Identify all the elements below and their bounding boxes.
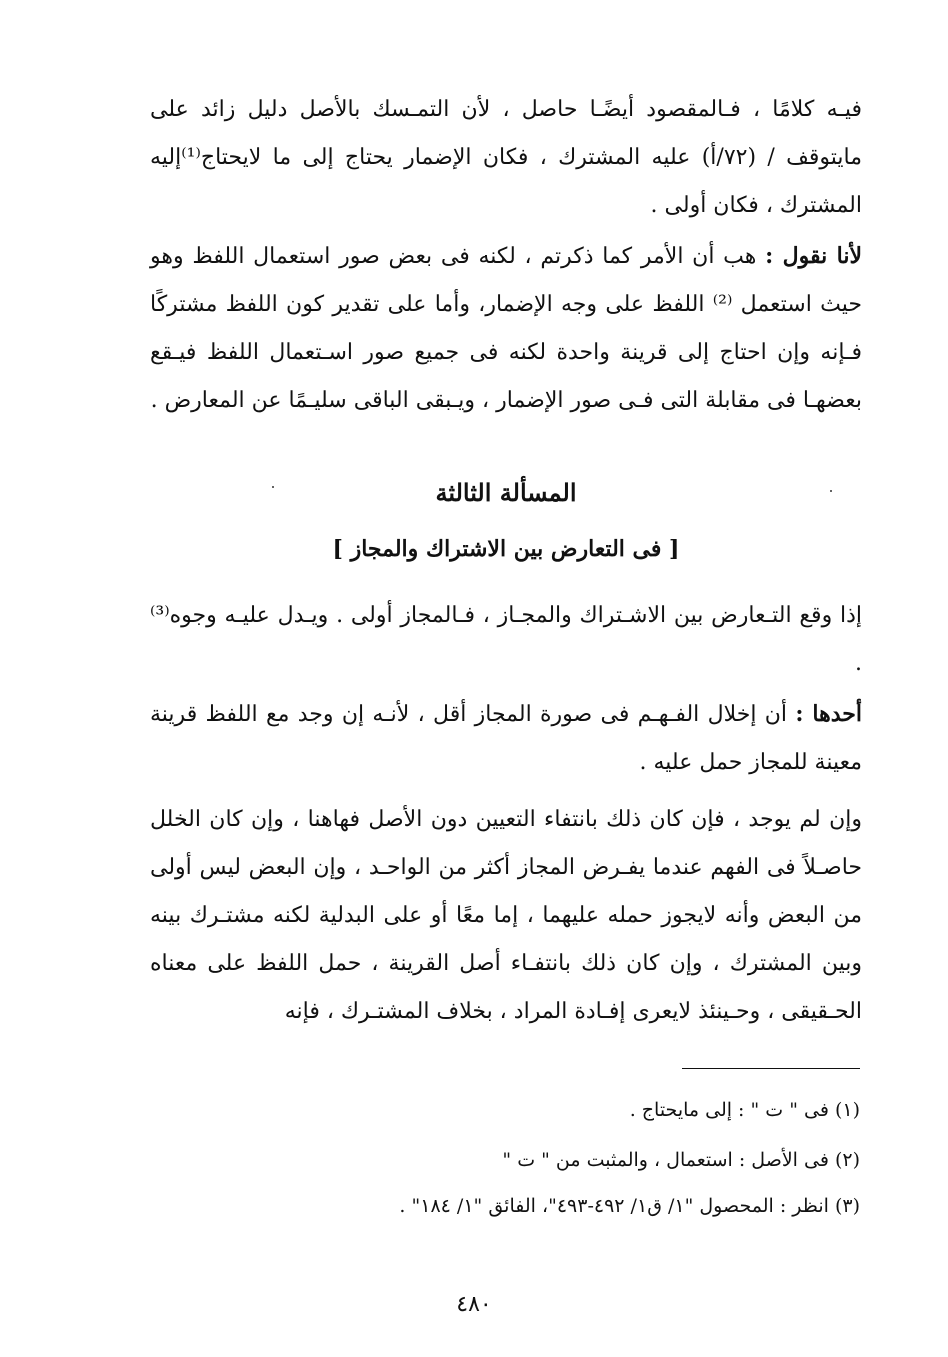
paragraph-2-lead: لأنا نقول : [765,243,862,269]
paragraph-5-text: وإن لم يوجد ، فإن كان ذلك بانتفاء التعيين دون الأصل فهاهنا ، وإن كان الخلل حاصـلاً فى الفهم عندما يفـرض المجاز أكثر من الواحـد ، وإن البعض ليس أولى من البعض وأنه لايجوز حمله عليهما ، إما معًا أو على البدلية لكنه مشتـرك بينه وبين المشترك ، وإن كان ذلك بانتفـاء أصل القرينة ، حمل اللفظ على معناه الحـقيقى ، وحـينئذ لايعرى إفـادة المراد ، بخلاف المشتـرك ، فإنه [150,807,862,1024]
scan-speck [830,490,832,492]
paragraph-1 [150,86,862,230]
section-title: المسألة الثالثة [435,478,577,507]
paragraph-3 [150,592,862,688]
paragraph-3-text: إذا وقع التـعارض بين الاشـتراك والمجـاز ، فـالمجاز أولى . ويـدل عليـه وجوه⁽³⁾ . [150,603,862,676]
paragraph-4-lead: أحدها : [795,701,862,727]
paragraph-2 [150,232,862,425]
section-subtitle: [ فى التعارض بين الاشتراك والمجاز ] [332,536,680,562]
footnote-3: (٣) انظر : المحصول "١/ ق١/ ٤٩٢-٤٩٣"، الفائق "١/ ١٨٤" . [399,1195,860,1217]
page-number: ٤٨٠ [456,1292,492,1317]
paragraph-5 [150,796,862,1036]
paragraph-1-text: فيـه كلامًا ، فـالمقصود أيضًـا حاصل ، لأن التمـسك بالأصل دليل زائد على مايتوقف / (٧٢/أ) عليه المشترك ، فكان الإضمار يحتاج إلى ما لايحتاج⁽¹⁾إليه المشترك ، فكان أولى . [150,97,863,218]
footnote-1: (١) فى " ت " : إلى مايحتاج . [629,1099,860,1121]
paragraph-2-text: هب أن الأمر كما ذكرتم ، لكنه فى بعض صور استعمال اللفظ وهو حيث استعمل ⁽²⁾ اللفظ على وجه الإضمار، وأما على تقدير كون اللفظ مشتركًا فـإنه وإن احتاج إلى قرينة واحدة لكنه فى جميع صور اسـتعمال اللفظ فيـقع بعضهـا فى مقابلة التى فـى صور الإضمار ، ويـبقى الباقى سليـمًا عن المعارض . [150,244,862,413]
paragraph-4-text: أن إخلال الفـهـم فى صورة المجاز أقل ، لأنـه إن وجد مع اللفظ قرينة معينة للمجاز حمل عليه . [150,702,862,775]
footnote-2: (٢) فى الأصل : استعمال ، والمثبت من " ت " [502,1149,860,1171]
paragraph-4 [150,690,862,787]
scan-speck [272,486,274,488]
footnote-separator [682,1068,860,1069]
